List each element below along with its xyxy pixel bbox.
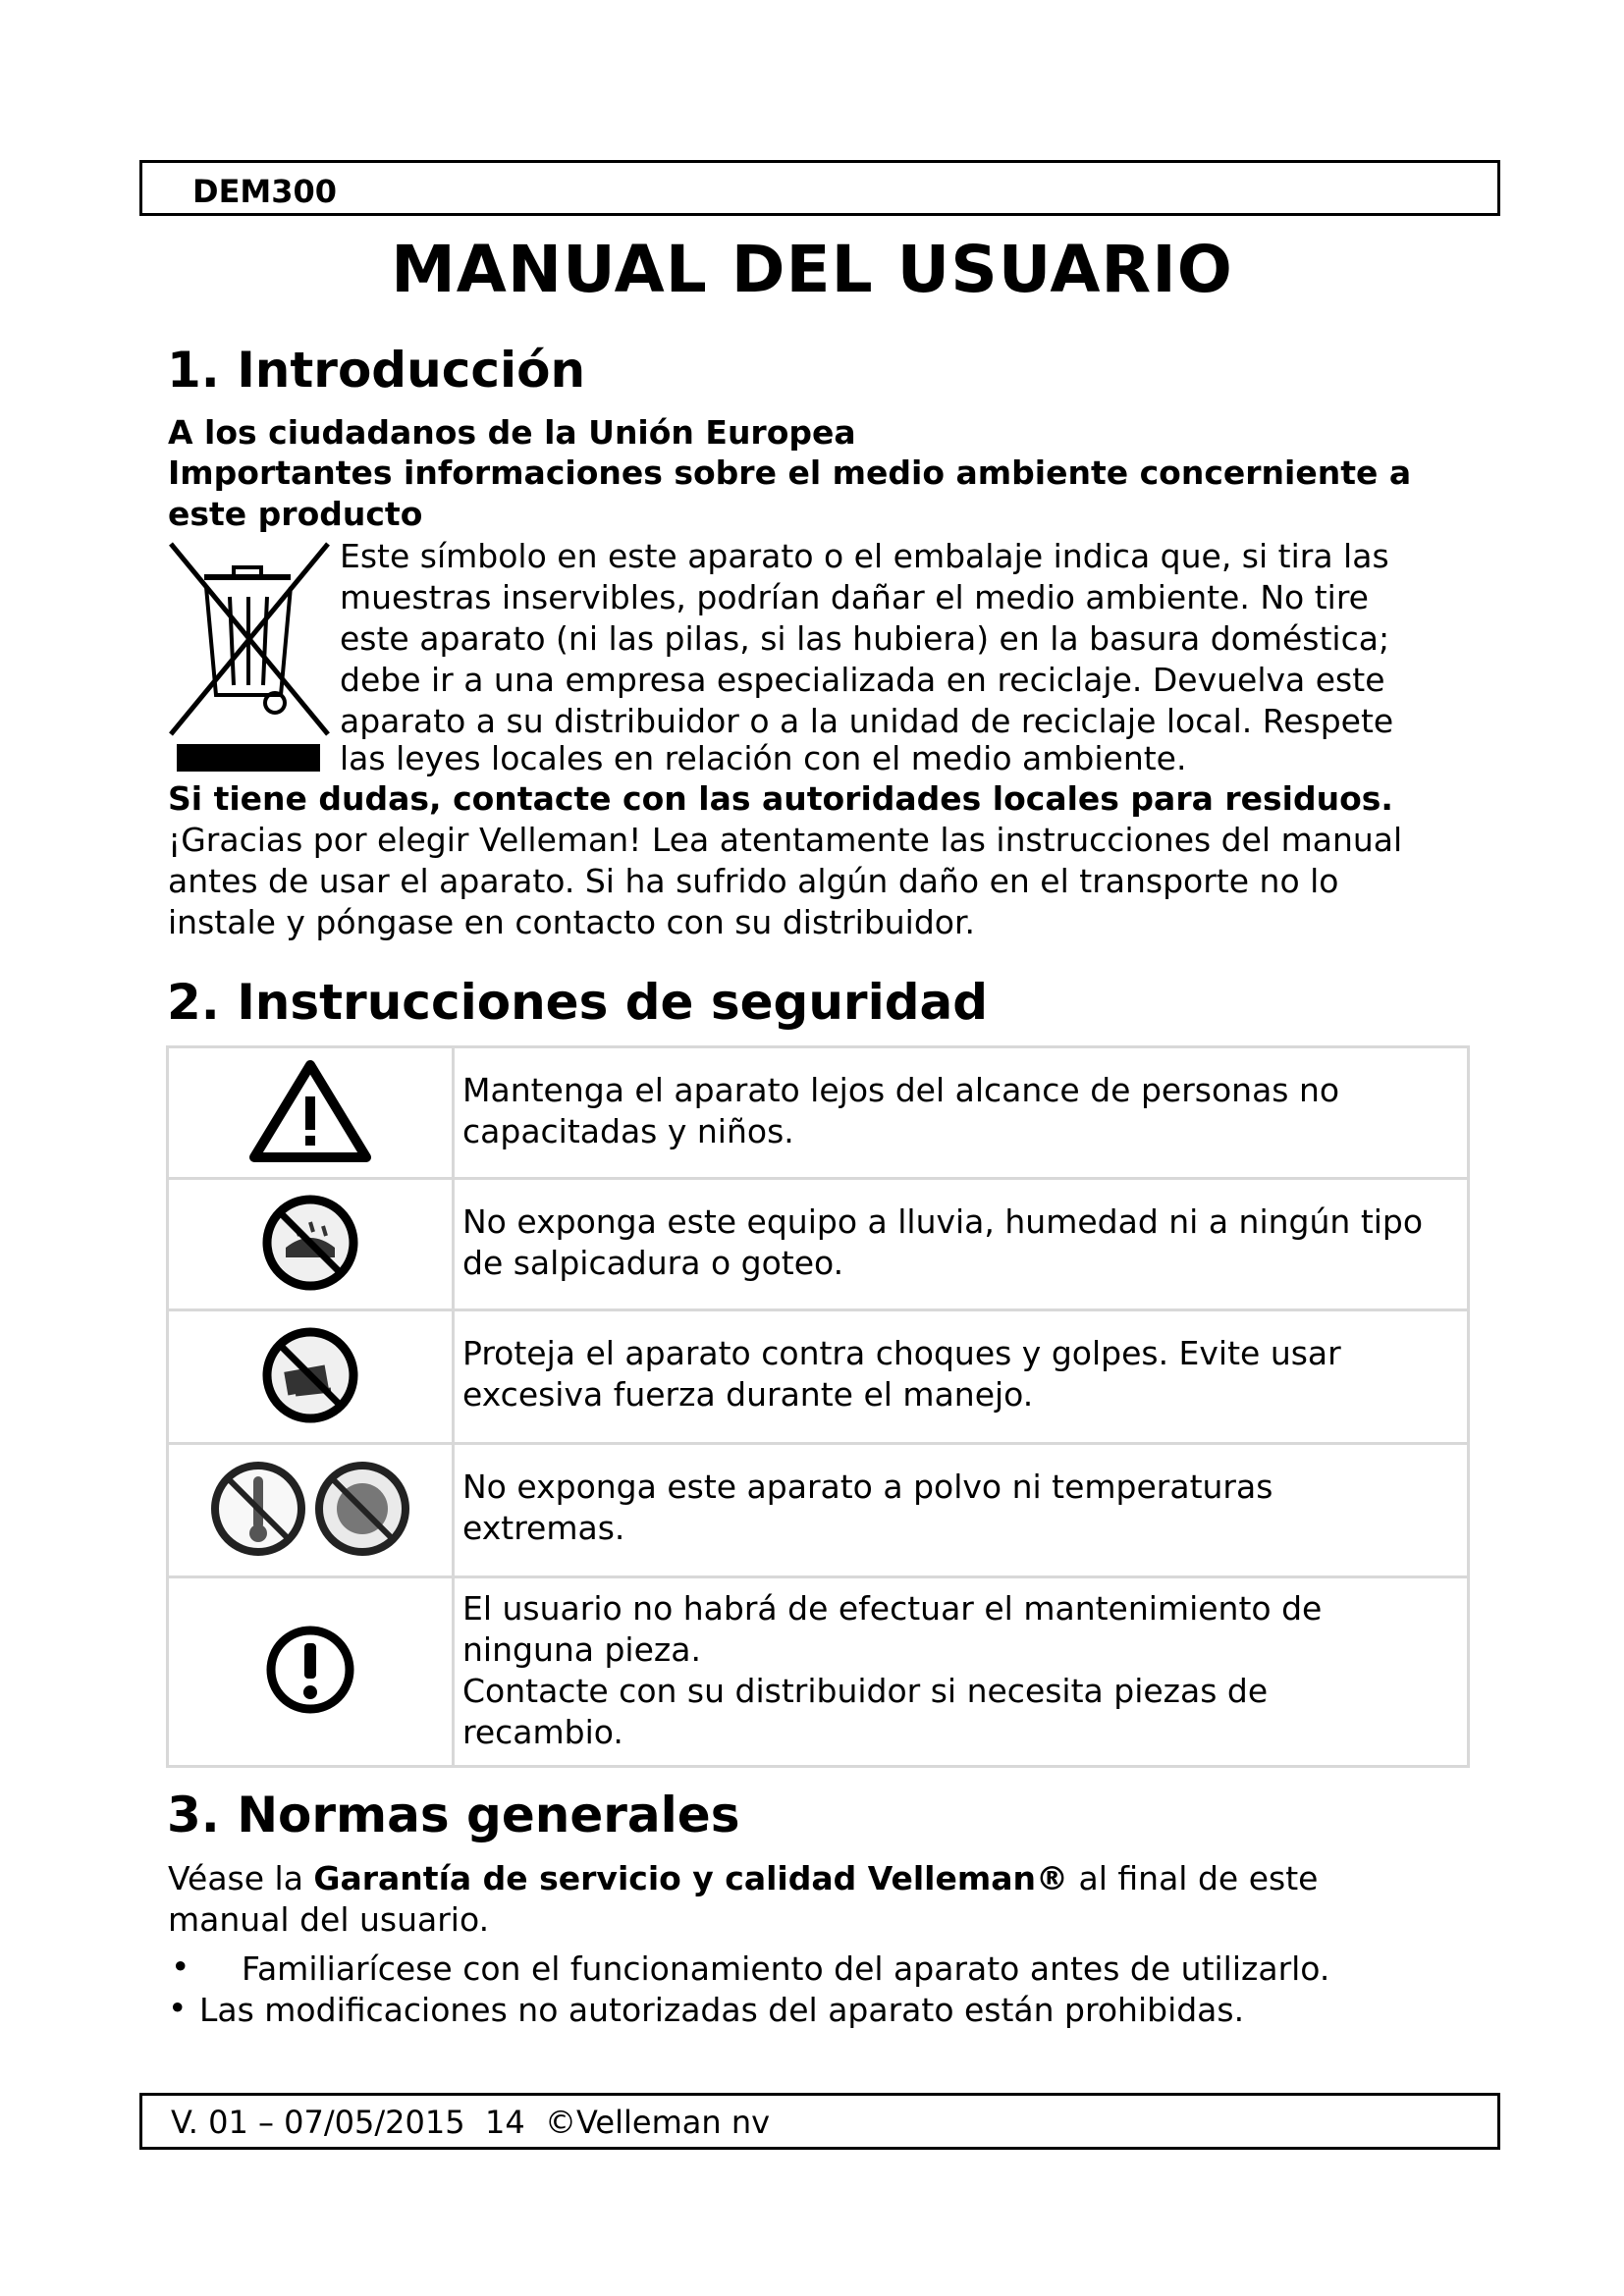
bullet-dot: • <box>168 1989 188 2027</box>
safety-text-line: No exponga este equipo a lluvia, humedad ni a ningún tipo <box>462 1202 1424 1241</box>
weee-text-4: debe ir a una empresa especializada en reciclaje. Devuelva este <box>340 661 1385 699</box>
header-box <box>139 160 1500 216</box>
warning-triangle-icon <box>246 1057 374 1165</box>
safety-text-line: de salpicadura o goteo. <box>462 1244 844 1282</box>
section-general-heading: 3. Normas generales <box>167 1787 740 1843</box>
general-intro-line-2: manual del usuario. <box>168 1900 490 1939</box>
weee-text-1: Este símbolo en este aparato o el embalaje indica que, si tira las <box>340 537 1389 575</box>
safety-text-line: Contacte con su distribuidor si necesita piezas de <box>462 1672 1269 1710</box>
no-rain-icon <box>256 1189 364 1297</box>
safety-icon-cell <box>168 1444 454 1577</box>
general-bullet-1: Familiarícese con el funcionamiento del aparato antes de utilizarlo. <box>242 1949 1330 1988</box>
safety-text-line: extremas. <box>462 1509 625 1547</box>
weee-text-6: las leyes locales en relación con el medio ambiente. <box>340 739 1187 777</box>
safety-text-cell <box>454 1179 1469 1310</box>
safety-text-line: capacitadas y niños. <box>462 1112 794 1150</box>
thanks-text-2: antes de usar el aparato. Si ha sufrido algún daño en el transporte no lo <box>168 862 1339 900</box>
exclamation-circle-icon <box>256 1616 364 1724</box>
safety-text-line: El usuario no habrá de efectuar el mantenimiento de <box>462 1589 1323 1628</box>
thanks-text-1: ¡Gracias por elegir Velleman! Lea atentamente las instrucciones del manual <box>168 821 1403 859</box>
intro-subheading-eu: A los ciudadanos de la Unión Europea <box>168 413 856 452</box>
safety-table <box>166 1045 1470 1768</box>
general-bullet-2: Las modificaciones no autorizadas del aparato están prohibidas. <box>199 1991 1245 2029</box>
safety-row <box>168 1179 1469 1310</box>
safety-icon-cell <box>168 1047 454 1179</box>
weee-text-5: aparato a su distribuidor o a la unidad de reciclaje local. Respete <box>340 702 1394 740</box>
doubts-text: Si tiene dudas, contacte con las autoridades locales para residuos. <box>168 779 1393 818</box>
page-title: MANUAL DEL USUARIO <box>391 232 1233 307</box>
safety-text-line: Mantenga el aparato lejos del alcance de personas no <box>462 1071 1340 1109</box>
safety-text-line: Proteja el aparato contra choques y golpes. Evite usar <box>462 1334 1341 1372</box>
no-temperature-dust-icon <box>207 1455 413 1563</box>
general-intro-prefix: Véase la <box>168 1859 314 1897</box>
safety-text-cell <box>454 1310 1469 1444</box>
safety-row <box>168 1577 1469 1767</box>
no-shock-icon <box>256 1321 364 1429</box>
safety-text-line: ninguna pieza. <box>462 1630 701 1669</box>
model-label: DEM300 <box>192 173 338 210</box>
weee-text-3: este aparato (ni las pilas, si las hubiera) en la basura doméstica; <box>340 619 1390 658</box>
intro-subheading-env-1: Importantes informaciones sobre el medio ambiente concerniente a <box>168 454 1412 492</box>
footer-text: V. 01 – 07/05/2015 14 ©Velleman nv <box>171 2104 771 2141</box>
general-intro-line-1 <box>168 1858 1318 1899</box>
safety-row <box>168 1444 1469 1577</box>
safety-icon-cell <box>168 1310 454 1444</box>
bullet-dot: • <box>171 1948 190 1986</box>
general-intro-suffix: al final de este <box>1068 1859 1319 1897</box>
safety-row <box>168 1310 1469 1444</box>
section-safety-heading: 2. Instrucciones de seguridad <box>167 974 989 1031</box>
safety-text-cell <box>454 1444 1469 1577</box>
weee-bin-icon <box>165 538 334 774</box>
footer-box <box>139 2093 1500 2150</box>
safety-icon-cell <box>168 1179 454 1310</box>
warranty-reference: Garantía de servicio y calidad Velleman® <box>313 1859 1069 1897</box>
safety-text-line: excesiva fuerza durante el manejo. <box>462 1375 1034 1414</box>
safety-row <box>168 1047 1469 1179</box>
safety-text-cell <box>454 1577 1469 1767</box>
section-intro-heading: 1. Introducción <box>167 342 586 399</box>
safety-icon-cell <box>168 1577 454 1767</box>
safety-text-line: No exponga este aparato a polvo ni temperaturas <box>462 1468 1273 1506</box>
safety-text-cell <box>454 1047 1469 1179</box>
thanks-text-3: instale y póngase en contacto con su distribuidor. <box>168 903 976 941</box>
intro-subheading-env-2: este producto <box>168 495 423 533</box>
safety-text-line: recambio. <box>462 1713 623 1751</box>
weee-text-2: muestras inservibles, podrían dañar el medio ambiente. No tire <box>340 578 1369 616</box>
